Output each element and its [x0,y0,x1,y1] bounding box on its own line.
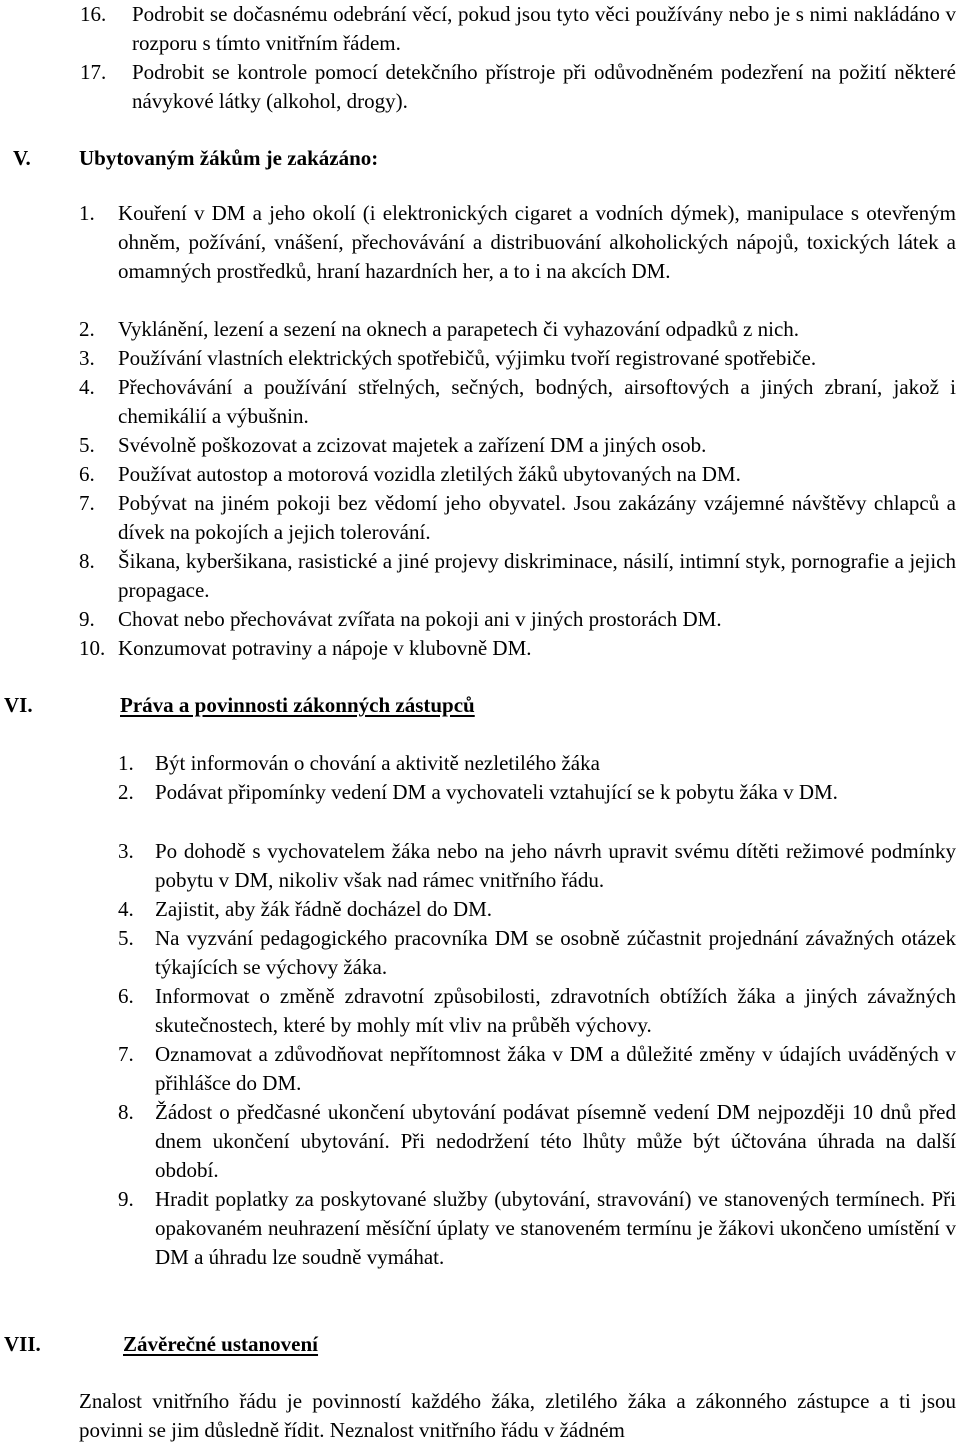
list-item-number: 4. [79,375,95,399]
list-item-text: Používání vlastních elektrických spotřebičů, výjimku tvoří registrované spotřebiče. [118,346,817,370]
section-vi-title: Práva a povinnosti zákonných zástupců [120,693,475,717]
list-item-text: Konzumovat potraviny a nápoje v klubovně DM. [118,636,532,660]
list-item-text: Žádost o předčasné ukončení ubytování podávat písemně vedení DM nejpozději 10 dnů před dnem ukončení ubytování. Při nedodržení této lhůty může být účtována úhrada na další období. [155,1100,956,1182]
list-item-number: 2. [79,317,95,341]
list-item-number: 16. [80,2,107,26]
list-item-number: 7. [118,1042,134,1066]
list-item-number: 1. [118,751,134,775]
list-item-number: 8. [118,1100,134,1124]
list-item-text: Pobývat na jiném pokoji bez vědomí jeho obyvatel. Jsou zakázány vzájemné návštěvy chlapců a dívek na pokojích a jejich tolerování. [118,491,956,544]
list-item-number: 17. [80,60,107,84]
list-item-text: Chovat nebo přechovávat zvířata na pokoji ani v jiných prostorách DM. [118,607,722,631]
list-item-number: 6. [79,462,95,486]
list-item-text: Zajistit, aby žák řádně docházel do DM. [155,897,493,921]
section-vii-title: Závěrečné ustanovení [123,1332,319,1356]
list-item-number: 5. [118,926,134,950]
list-item-text: Oznamovat a zdůvodňovat nepřítomnost žáka v DM a důležité změny v údajích uváděných v přihlášce do DM. [155,1042,956,1095]
list-item-number: 1. [79,201,95,225]
list-item-number: 9. [79,607,95,631]
list-item-text: Na vyzvání pedagogického pracovníka DM se osobně zúčastnit projednání závažných otázek týkajících se výchovy žáka. [155,926,956,979]
list-item-text: Kouření v DM a jeho okolí (i elektronických cigaret a vodních dýmek), manipulace s otevřeným ohněm, požívání, vnášení, přechovávání a distribuování alkoholických nápojů, toxických látek a omamných prostředků, hraní hazardních her, a to i na akcích DM. [118,201,956,283]
section-v-title: Ubytovaným žákům je zakázáno: [79,146,379,170]
list-item-number: 9. [118,1187,134,1211]
list-item-text: Podrobit se dočasnému odebrání věcí, pokud jsou tyto věci používány nebo je s nimi nakládáno v rozporu s tímto vnitřním řádem. [132,2,956,55]
list-item-text: Šikana, kyberšikana, rasistické a jiné projevy diskriminace, násilí, intimní styk, pornografie a jejich propagace. [118,549,956,602]
list-item-text: Být informován o chování a aktivitě nezletilého žáka [155,751,600,775]
list-item-text: Podávat připomínky vedení DM a vychovateli vztahující se k pobytu žáka v DM. [155,780,838,804]
list-item-text: Svévolně poškozovat a zcizovat majetek a zařízení DM a jiných osob. [118,433,707,457]
list-item-number: 3. [118,839,134,863]
list-item-number: 7. [79,491,95,515]
list-item-number: 10. [79,636,106,660]
section-vii-numeral: VII. [4,1332,41,1356]
list-item-text: Vyklánění, lezení a sezení na oknech a parapetech či vyhazování odpadků z nich. [118,317,800,341]
list-item-number: 2. [118,780,134,804]
list-item-text: Informovat o změně zdravotní způsobilosti, zdravotních obtížích žáka a jiných závažných skutečnostech, které by mohly mít vliv na průběh výchovy. [155,984,956,1037]
list-item-number: 8. [79,549,95,573]
list-item-text: Po dohodě s vychovatelem žáka nebo na jeho návrh upravit svému dítěti režimové podmínky pobytu v DM, nikoliv však nad rámec vnitřního řádu. [155,839,956,892]
list-item-number: 4. [118,897,134,921]
list-item-text: Přechovávání a používání střelných, sečných, bodných, airsoftových a jiných zbraní, jakož i chemikálií a výbušnin. [118,375,956,428]
section-v-numeral: V. [13,146,31,170]
list-item-text: Hradit poplatky za poskytované služby (ubytování, stravování) ve stanovených termínech. Při opakovaném neuhrazení měsíční úplaty ve stanoveném termínu je žákovi ukončeno umístění v DM a úhradu lze soudně vymáhat. [155,1187,956,1269]
list-item-text: Podrobit se kontrole pomocí detekčního přístroje při odůvodněném podezření na požití některé návykové látky (alkohol, drogy). [132,60,956,113]
list-item-number: 6. [118,984,134,1008]
list-item-number: 3. [79,346,95,370]
list-item-text: Používat autostop a motorová vozidla zletilých žáků ubytovaných na DM. [118,462,741,486]
section-vi-numeral: VI. [4,693,33,717]
closing-paragraph: Znalost vnitřního řádu je povinností každého žáka, zletilého žáka a zákonného zástupce a ti jsou povinni se jim důsledně řídit. Neznalost vnitřního řádu v žádném [79,1389,956,1442]
list-item-number: 5. [79,433,95,457]
